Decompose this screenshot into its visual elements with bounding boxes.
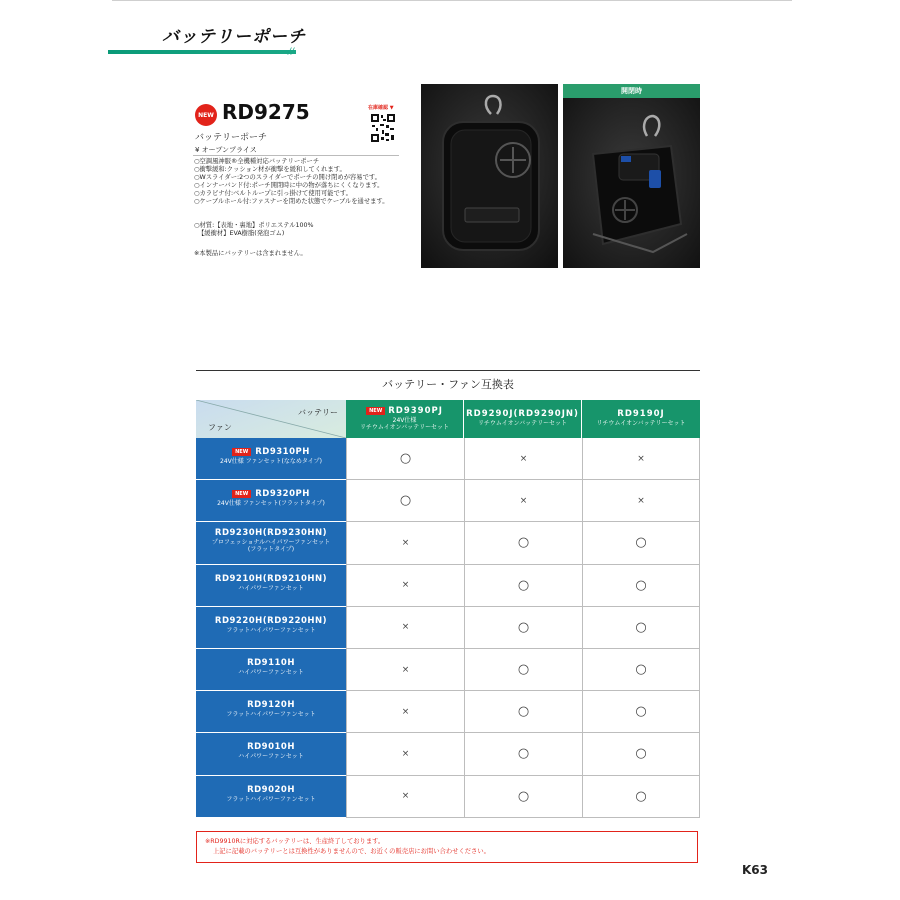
feature-item: ○空調風神服®全機種対応バッテリーポーチ <box>194 158 320 165</box>
row-code-text: RD9210H(RD9210HN) <box>214 573 328 584</box>
pouch-closed-image <box>421 84 558 268</box>
compat-cell <box>582 480 700 522</box>
incompatible-mark: × <box>637 495 645 506</box>
product-photo-closed <box>421 84 558 268</box>
feature-item: ○インナーバンド付:ポーチ開閉時に中の物が落ちにくくなります。 <box>194 181 384 189</box>
row-code <box>196 785 346 795</box>
title-underline <box>108 50 296 54</box>
row-desc: フラットハイパワーファンセット <box>226 711 316 719</box>
column-desc: リチウムイオンバッテリーセット <box>596 420 686 427</box>
compatible-mark: ○ <box>635 662 647 678</box>
compat-cell <box>582 438 700 480</box>
row-header-fan <box>196 649 346 691</box>
row-code <box>196 742 346 752</box>
row-code-text: RD9010H <box>247 742 295 753</box>
pouch-open-image <box>563 84 700 268</box>
corner-fan-label: ファン <box>208 423 232 432</box>
notice-line: ※RD9910Rに対応するバッテリーは、生産終了しております。 <box>205 838 385 845</box>
compatible-mark: ○ <box>399 493 412 509</box>
compat-cell <box>346 649 464 691</box>
row-code <box>196 616 346 626</box>
compat-cell <box>464 776 582 818</box>
row-desc: プロフェッショナルハイパワーファンセット <box>211 539 331 547</box>
open-state-label: 開閉時 <box>563 84 700 98</box>
incompatible-mark: × <box>401 622 410 633</box>
compat-cell <box>346 691 464 733</box>
row-desc-2: (フラットタイプ) <box>247 546 295 554</box>
compat-cell <box>464 733 582 775</box>
compatible-mark: ○ <box>635 788 647 804</box>
compatible-mark: ○ <box>517 662 530 678</box>
incompatible-mark: × <box>519 453 528 464</box>
incompatible-mark: × <box>401 580 410 591</box>
feature-list <box>194 158 389 205</box>
compatible-mark: ○ <box>517 535 530 551</box>
new-tag: NEW <box>232 448 251 456</box>
row-code <box>196 528 346 538</box>
column-code: RD9290J(RD9290JN) <box>466 409 579 419</box>
row-header-fan <box>196 438 346 480</box>
row-code <box>196 700 346 710</box>
row-code-text: RD9230H(RD9230HN) <box>214 528 328 539</box>
incompatible-mark: × <box>401 664 410 675</box>
product-photo-open <box>563 84 700 268</box>
compat-cell <box>464 649 582 691</box>
row-header-fan <box>196 565 346 607</box>
incompatible-mark: × <box>401 791 410 802</box>
qr-code-icon[interactable] <box>370 113 396 143</box>
row-desc: ハイパワーファンセット <box>238 669 304 676</box>
compatible-mark: ○ <box>635 746 647 762</box>
row-header-fan <box>196 776 346 818</box>
feature-item: ○カラビナ付:ベルトループに引っ掛けて使用可能です。 <box>194 189 352 197</box>
stock-check-label[interactable]: 在庫確認 ▼ <box>368 105 394 111</box>
column-desc: リチウムイオンバッテリーセット <box>360 424 449 431</box>
row-header-fan <box>196 733 346 775</box>
row-code <box>196 489 346 499</box>
compat-cell <box>582 776 700 818</box>
title-underline-tail: // <box>288 47 295 57</box>
new-tag: NEW <box>232 490 251 498</box>
row-header-fan <box>196 480 346 522</box>
discontinued-notice <box>196 831 698 863</box>
row-header-fan <box>196 522 346 564</box>
feature-item: ○ケーブルホール付:ファスナーを閉めた状態でケーブルを通せます。 <box>194 197 389 205</box>
row-desc: 24V仕様 ファンセット(フラットタイプ) <box>217 500 325 508</box>
compatible-mark: ○ <box>517 619 530 635</box>
compatible-mark: ○ <box>517 577 530 593</box>
compat-cell <box>346 480 464 522</box>
column-code: RD9190J <box>617 409 665 419</box>
compatible-mark: ○ <box>635 704 647 720</box>
row-code-text: RD9020H <box>247 784 295 795</box>
column-spec: 24V仕様 <box>392 417 417 424</box>
compat-cell <box>346 565 464 607</box>
row-desc: 24V仕様 ファンセット(ななめタイプ) <box>220 458 322 465</box>
compat-cell <box>582 607 700 649</box>
incompatible-mark: × <box>401 706 410 717</box>
section-title: バッテリーポーチ <box>162 27 306 47</box>
product-code: RD9275 <box>222 100 310 124</box>
table-corner-header <box>196 400 346 438</box>
compatible-mark: ○ <box>399 451 412 467</box>
row-code <box>196 658 346 668</box>
compatible-mark: ○ <box>517 704 530 720</box>
table-top-rule <box>196 370 700 371</box>
incompatible-mark: × <box>519 495 528 506</box>
battery-not-included-note: ※本製品にバッテリーは含まれません。 <box>194 250 307 257</box>
new-badge: NEW <box>195 104 217 126</box>
feature-item: ○Wスライダー:2つのスライダーでポーチの開け閉めが容易です。 <box>194 173 381 181</box>
row-desc: フラットハイパワーファンセット <box>226 795 316 803</box>
row-code-text: RD9120H <box>247 700 295 711</box>
compatible-mark: ○ <box>635 535 647 551</box>
top-rule <box>112 0 792 1</box>
column-header-battery-1 <box>346 400 463 438</box>
column-desc: リチウムイオンバッテリーセット <box>478 420 567 427</box>
material-line: 【緩衝材】EVA樹脂(発泡ゴム) <box>198 230 285 237</box>
compat-cell <box>582 733 700 775</box>
compatible-mark: ○ <box>635 577 647 593</box>
incompatible-mark: × <box>637 453 645 464</box>
compat-cell <box>464 522 582 564</box>
compat-cell <box>346 438 464 480</box>
compatible-mark: ○ <box>635 619 647 635</box>
row-desc: フラットハイパワーファンセット <box>226 626 316 634</box>
row-header-fan <box>196 607 346 649</box>
compat-cell <box>464 691 582 733</box>
row-code-text: RD9110H <box>247 658 295 668</box>
row-code-text: RD9220H(RD9220HN) <box>214 615 328 626</box>
compat-cell <box>464 565 582 607</box>
corner-battery-label: バッテリー <box>298 408 338 417</box>
row-code <box>196 447 346 457</box>
compatible-mark: ○ <box>517 788 530 804</box>
compat-cell <box>582 649 700 691</box>
compat-cell <box>464 438 582 480</box>
incompatible-mark: × <box>401 537 410 548</box>
row-code-text: RD9320PH <box>255 489 310 500</box>
row-desc: ハイパワーファンセット <box>238 584 304 592</box>
compat-table-title: バッテリー・ファン互換表 <box>382 378 514 391</box>
compat-cell <box>346 733 464 775</box>
notice-line: 上記に記載のバッテリーとは互換性がありませんので、お近くの販売店にお問い合わせください。 <box>213 848 490 855</box>
compat-cell <box>346 522 464 564</box>
row-header-fan <box>196 691 346 733</box>
compatible-mark: ○ <box>517 746 530 762</box>
row-desc: ハイパワーファンセット <box>238 753 304 761</box>
product-name: バッテリーポーチ <box>195 133 268 143</box>
compat-cell <box>346 607 464 649</box>
product-divider <box>193 155 399 156</box>
column-code: RD9390PJ <box>388 406 443 416</box>
row-code <box>196 574 346 584</box>
material-info <box>194 222 314 238</box>
page-number: K63 <box>742 863 768 877</box>
column-header-battery-3 <box>582 400 700 438</box>
column-header-battery-2 <box>464 400 581 438</box>
material-line: ○材質:【表地・裏地】ポリエステル100% <box>194 222 314 229</box>
compat-cell <box>582 565 700 607</box>
compat-cell <box>582 522 700 564</box>
row-code-text: RD9310PH <box>255 447 310 457</box>
compat-cell <box>346 776 464 818</box>
compat-cell <box>582 691 700 733</box>
new-tag: NEW <box>366 407 385 415</box>
product-price: ¥ オープンプライス <box>195 146 257 154</box>
feature-item: ○衝撃緩和:クッション材が衝撃を緩和してくれます。 <box>194 165 346 173</box>
compat-cell <box>464 607 582 649</box>
compat-cell <box>464 480 582 522</box>
incompatible-mark: × <box>401 748 410 759</box>
